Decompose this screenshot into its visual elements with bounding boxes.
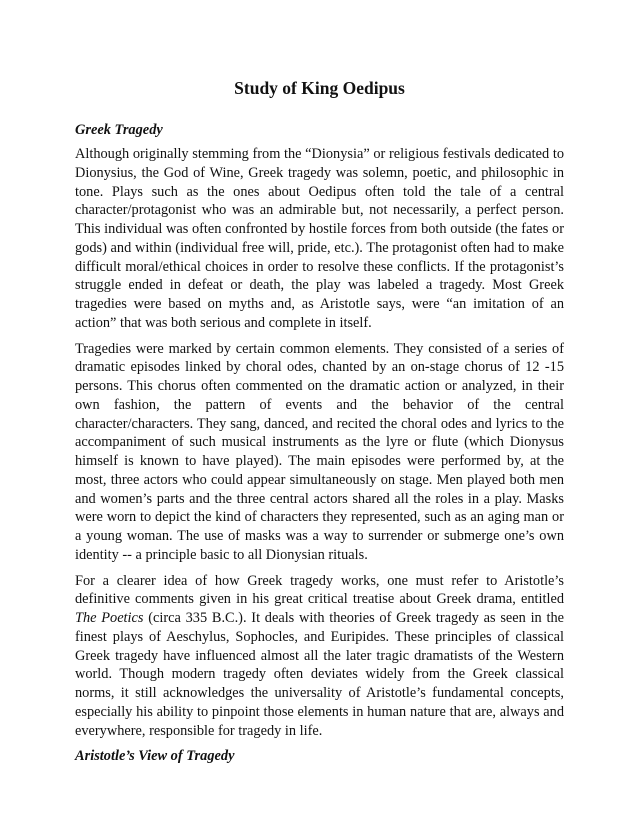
paragraph: Tragedies were marked by certain common elements. They consisted of a series of dramatic episodes linked by choral odes, chanted by an on-stage chorus of 12 -15 persons. This chorus often commented on the dramatic action or analyzed, in their own fashion, the pattern of events and the behavior of the central character/characters. They sang, danced, and recited the choral odes and lyrics to the accompaniment of such musical instruments as the lyre or flute (which Dionysus himself is known to have played). The main episodes were performed by, at the most, three actors who could appear simultaneously on stage. Men played both men and women’s parts and the three central actors shared all the roles in a play. Masks were worn to depict the kind of characters they represented, such as an aging man or a young woman. The use of masks was a way to surrender or submerge one’s own identity -- a principle basic to all Dionysian rituals. [75,340,564,563]
paragraph-text: (circa 335 B.C.). It deals with theories of Greek tragedy as seen in the finest plays of Aeschylus, Sophocles, and Euripides. These principles of classical Greek tragedy have influenced almost all the later tragic dramatists of the Western world. Though modern tragedy often deviates widely from the Greek classical norms, it still acknowledges the universality of Aristotle’s fundamental concepts, especially his ability to pinpoint those elements in human nature that are, always and everywhere, responsible for tragedy in life. [75,610,564,739]
section-heading-aristotles-view: Aristotle’s View of Tragedy [75,748,235,765]
document-page [75,78,564,771]
document-title: Study of King Oedipus [234,78,405,98]
paragraph: Although originally stemming from the “Dionysia” or religious festivals dedicated to Dionysius, the God of Wine, Greek tragedy was solemn, poetic, and philosophic in tone. Plays such as the ones about Oedipus often told the tale of a central character/protagonist who was an admirable but, not necessarily, a perfect person. This individual was often confronted by hostile forces from both outside (the fates or gods) and within (individual free will, pride, etc.). The protagonist often had to make difficult moral/ethical choices in order to resolve these conflicts. If the protagonist’s struggle ended in defeat or death, the play was labeled a tragedy. Most Greek tragedies were based on myths and, as Aristotle says, were “an imitation of an action” that was both serious and complete in itself. [75,146,564,331]
section-heading-greek-tragedy: Greek Tragedy [75,122,163,138]
paragraph-text: For a clearer idea of how Greek tragedy works, one must refer to Aristotle’s definitive comments given in his great critical treatise about Greek drama, entitled [75,572,564,608]
work-title: The Poetics [75,610,144,626]
paragraph [75,572,564,741]
